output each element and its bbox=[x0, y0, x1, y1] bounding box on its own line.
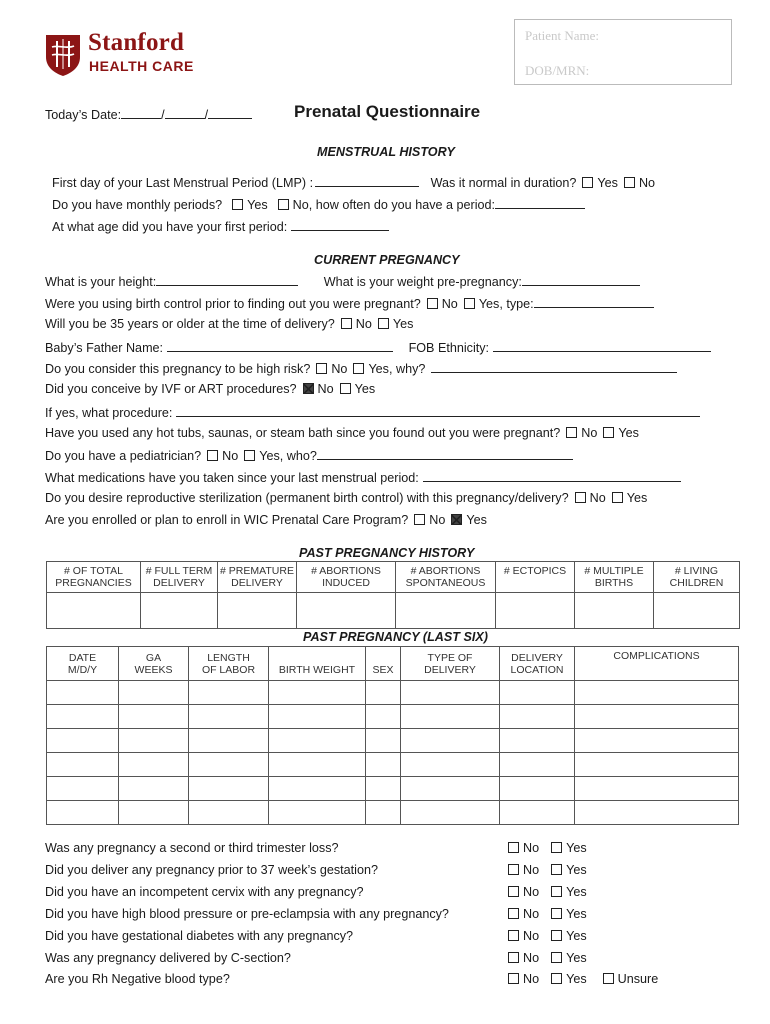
high-risk-row: Do you consider this pregnancy to be high risk? No Yes, why? bbox=[45, 360, 677, 376]
sterilization-row: Do you desire reproductive sterilization (permanent birth control) with this pregnancy/delivery? No Yes bbox=[45, 491, 648, 505]
first-period-row: At what age did you have your first period: bbox=[52, 218, 389, 234]
date-year-field[interactable] bbox=[208, 106, 252, 119]
no-checkbox[interactable] bbox=[508, 886, 519, 897]
sterilization-no-checkbox[interactable] bbox=[575, 492, 586, 503]
abortions-spontaneous-cell[interactable] bbox=[396, 593, 496, 629]
unsure-checkbox[interactable] bbox=[603, 973, 614, 984]
high-risk-no-checkbox[interactable] bbox=[316, 363, 327, 374]
col-premature: # PREMATURE DELIVERY bbox=[218, 562, 297, 593]
col-full-term: # FULL TERM DELIVERY bbox=[141, 562, 218, 593]
question-label: Did you have gestational diabetes with any pregnancy? bbox=[45, 929, 354, 943]
current-pregnancy-heading: CURRENT PREGNANCY bbox=[314, 253, 460, 267]
col-ga-weeks: GA WEEKS bbox=[119, 647, 189, 681]
past-history-table bbox=[46, 561, 740, 629]
question-label: Was any pregnancy delivered by C-section? bbox=[45, 951, 291, 965]
answer-group: No Yes Unsure bbox=[502, 972, 658, 986]
ivf-yes-checkbox[interactable] bbox=[340, 383, 351, 394]
col-abortions-induced: # ABORTIONS INDUCED bbox=[297, 562, 396, 593]
ectopics-cell[interactable] bbox=[496, 593, 575, 629]
father-row: Baby’s Father Name: FOB Ethnicity: bbox=[45, 339, 711, 355]
pediatrician-row: Do you have a pediatrician? No Yes, who? bbox=[45, 447, 573, 463]
birth-control-yes-checkbox[interactable] bbox=[464, 298, 475, 309]
col-complications: COMPLICATIONS bbox=[575, 647, 739, 681]
no-checkbox[interactable] bbox=[508, 952, 519, 963]
monthly-no-checkbox[interactable] bbox=[278, 199, 289, 210]
todays-date bbox=[45, 106, 252, 122]
birth-control-type-field[interactable] bbox=[534, 295, 654, 308]
pediatrician-yes-checkbox[interactable] bbox=[244, 450, 255, 461]
col-multiple-births: # MULTIPLE BIRTHS bbox=[575, 562, 654, 593]
medications-row: What medications have you taken since your last menstrual period: bbox=[45, 469, 681, 485]
table-row[interactable] bbox=[47, 705, 739, 729]
ivf-row: Did you conceive by IVF or ART procedures? No Yes bbox=[45, 382, 376, 396]
patient-name-label: Patient Name: bbox=[525, 28, 600, 43]
table-row[interactable] bbox=[47, 753, 739, 777]
answer-group: No Yes bbox=[502, 863, 587, 877]
father-name-field[interactable] bbox=[167, 339, 393, 352]
patient-info-box[interactable] bbox=[514, 19, 732, 85]
past-history-header-row bbox=[47, 562, 740, 593]
first-period-field[interactable] bbox=[291, 218, 389, 231]
yes-checkbox[interactable] bbox=[551, 930, 562, 941]
logo-subtitle: HEALTH CARE bbox=[89, 58, 194, 74]
lmp-row: First day of your Last Menstrual Period (LMP) : Was it normal in duration? Yes No bbox=[52, 176, 656, 190]
age35-yes-checkbox[interactable] bbox=[378, 318, 389, 329]
col-delivery-location: DELIVERY LOCATION bbox=[500, 647, 575, 681]
table-row bbox=[47, 593, 740, 629]
col-living-children: # LIVING CHILDREN bbox=[654, 562, 740, 593]
no-checkbox[interactable] bbox=[508, 842, 519, 853]
col-birth-weight: BIRTH WEIGHT bbox=[269, 647, 366, 681]
height-field[interactable] bbox=[156, 273, 298, 286]
monthly-yes-checkbox[interactable] bbox=[232, 199, 243, 210]
sterilization-yes-checkbox[interactable] bbox=[612, 492, 623, 503]
height-weight-row: What is your height: What is your weight pre-pregnancy: bbox=[45, 273, 640, 289]
wic-row: Are you enrolled or plan to enroll in WIC Prenatal Care Program? No Yes bbox=[45, 513, 487, 527]
date-separator: / bbox=[161, 108, 165, 122]
ivf-no-checkbox[interactable] bbox=[303, 383, 314, 394]
age35-no-checkbox[interactable] bbox=[341, 318, 352, 329]
hot-tubs-row: Have you used any hot tubs, saunas, or steam bath since you found out you were pregnant? No Yes bbox=[45, 426, 639, 440]
yes-checkbox[interactable] bbox=[551, 886, 562, 897]
date-separator: / bbox=[204, 108, 209, 122]
normal-no-checkbox[interactable] bbox=[624, 177, 635, 188]
pediatrician-who-field[interactable] bbox=[317, 447, 573, 460]
wic-no-checkbox[interactable] bbox=[414, 514, 425, 525]
high-risk-yes-checkbox[interactable] bbox=[353, 363, 364, 374]
procedure-row: If yes, what procedure: bbox=[45, 404, 700, 420]
no-checkbox[interactable] bbox=[508, 930, 519, 941]
last-six-header-row bbox=[47, 647, 739, 681]
date-month-field[interactable] bbox=[121, 106, 161, 119]
question-label: Did you deliver any pregnancy prior to 37 week’s gestation? bbox=[45, 863, 378, 877]
full-term-cell[interactable] bbox=[141, 593, 218, 629]
hot-tubs-yes-checkbox[interactable] bbox=[603, 427, 614, 438]
col-date: DATE M/D/Y bbox=[47, 647, 119, 681]
premature-cell[interactable] bbox=[218, 593, 297, 629]
monthly-periods-row: Do you have monthly periods? Yes No, how often do you have a period: bbox=[52, 196, 585, 212]
col-abortions-spontaneous: # ABORTIONS SPONTANEOUS bbox=[396, 562, 496, 593]
menstrual-history-heading: MENSTRUAL HISTORY bbox=[317, 145, 455, 159]
dob-mrn-label: DOB/MRN: bbox=[525, 63, 590, 78]
answer-group: No Yes bbox=[502, 929, 587, 943]
last-six-heading: PAST PREGNANCY (LAST SIX) bbox=[303, 630, 488, 644]
multiple-births-cell[interactable] bbox=[575, 593, 654, 629]
table-row[interactable] bbox=[47, 801, 739, 825]
yes-checkbox[interactable] bbox=[551, 842, 562, 853]
pediatrician-no-checkbox[interactable] bbox=[207, 450, 218, 461]
question-label: Are you Rh Negative blood type? bbox=[45, 972, 230, 986]
logo-name: Stanford bbox=[88, 29, 185, 56]
col-type-delivery: TYPE OF DELIVERY bbox=[401, 647, 500, 681]
date-day-field[interactable] bbox=[165, 106, 205, 119]
normal-yes-checkbox[interactable] bbox=[582, 177, 593, 188]
wic-yes-checkbox[interactable] bbox=[451, 514, 462, 525]
question-label: Did you have high blood pressure or pre-eclampsia with any pregnancy? bbox=[45, 907, 449, 921]
fob-ethnicity-field[interactable] bbox=[493, 339, 711, 352]
procedure-field[interactable] bbox=[176, 404, 700, 417]
yes-checkbox[interactable] bbox=[551, 952, 562, 963]
col-ectopics: # ECTOPICS bbox=[496, 562, 575, 593]
col-sex: SEX bbox=[366, 647, 401, 681]
no-checkbox[interactable] bbox=[508, 973, 519, 984]
question-label: Did you have an incompetent cervix with any pregnancy? bbox=[45, 885, 364, 899]
weight-field[interactable] bbox=[522, 273, 640, 286]
answer-group: No Yes bbox=[502, 841, 587, 855]
birth-control-row: Were you using birth control prior to finding out you were pregnant? No Yes, type: bbox=[45, 295, 654, 311]
col-length-labor: LENGTH OF LABOR bbox=[189, 647, 269, 681]
answer-group: No Yes bbox=[502, 885, 587, 899]
birth-control-no-checkbox[interactable] bbox=[427, 298, 438, 309]
table-row[interactable] bbox=[47, 681, 739, 705]
hot-tubs-no-checkbox[interactable] bbox=[566, 427, 577, 438]
answer-group: No Yes bbox=[502, 951, 587, 965]
how-often-field[interactable] bbox=[495, 196, 585, 209]
total-pregnancies-cell[interactable] bbox=[47, 593, 141, 629]
stanford-shield-icon bbox=[44, 33, 82, 77]
lmp-field[interactable] bbox=[315, 174, 419, 187]
living-children-cell[interactable] bbox=[654, 593, 740, 629]
no-checkbox[interactable] bbox=[508, 908, 519, 919]
todays-date-label: Today’s Date: bbox=[45, 108, 122, 122]
question-label: Was any pregnancy a second or third trimester loss? bbox=[45, 841, 339, 855]
page-title: Prenatal Questionnaire bbox=[294, 102, 481, 121]
col-total-pregnancies: # OF TOTAL PREGNANCIES bbox=[47, 562, 141, 593]
yes-checkbox[interactable] bbox=[551, 973, 562, 984]
yes-checkbox[interactable] bbox=[551, 864, 562, 875]
past-history-heading: PAST PREGNANCY HISTORY bbox=[299, 546, 475, 560]
age35-row: Will you be 35 years or older at the time of delivery? No Yes bbox=[45, 317, 414, 331]
table-row[interactable] bbox=[47, 729, 739, 753]
yes-checkbox[interactable] bbox=[551, 908, 562, 919]
last-six-table bbox=[46, 646, 739, 825]
high-risk-why-field[interactable] bbox=[431, 360, 677, 373]
no-checkbox[interactable] bbox=[508, 864, 519, 875]
table-row[interactable] bbox=[47, 777, 739, 801]
medications-field[interactable] bbox=[423, 469, 681, 482]
answer-group: No Yes bbox=[502, 907, 587, 921]
abortions-induced-cell[interactable] bbox=[297, 593, 396, 629]
